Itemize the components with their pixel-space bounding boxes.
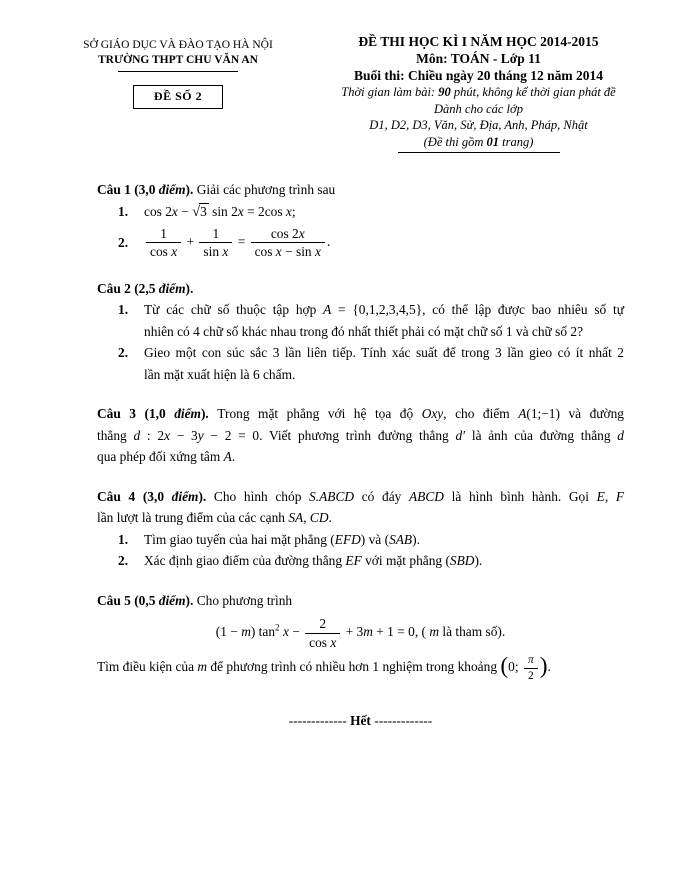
exam-title: ĐỀ THI HỌC KÌ I NĂM HỌC 2014-2015 [358,34,599,49]
q1-heading: Câu 1 (3,0 điểm). Giải các phương trình sau [97,182,336,197]
q4-line-2: lần lượt là trung điểm của các cạnh SA, CD. [97,510,332,526]
q1-item-2 [97,226,624,260]
q2-item-1-line-2: nhiên có 4 chữ số khác nhau trong đó nhất thiết phải có mặt chữ số 1 và chữ số 2? [144,323,584,339]
q5-formula: (1 − m) $\tan^2 x$ − $\frac{2}{\text{cos x}}$ + 3m + 1 = 0, ( m là tham số). [215,616,506,650]
q1-item-1-formula: cos 2x − √3 sin 2x = 2cos x; [144,203,296,220]
question-2 [97,278,624,386]
exam-number-box: ĐỀ SỐ 2 [133,85,223,109]
q2-item-2-line-2: lần mặt xuất hiện là 6 chấm. [144,366,296,382]
q1-item-2-marker: 2. [118,235,129,251]
question-3 [97,403,624,468]
pages-underline [398,152,560,153]
q4-item-1-marker: 1. [118,531,129,547]
session-line: Buổi thi: Chiều ngày 20 tháng 12 năm 2014 [353,68,604,83]
classes-list-line: D1, D2, D3, Văn, Sử, Địa, Anh, Pháp, Nhật [369,118,588,132]
duration-line: Thời gian làm bài: 90 phút, không kể thời gian phát đề [341,85,616,99]
q4-item-2-marker: 2. [118,553,129,569]
footer-het: ------------- Hết ------------- [288,713,433,729]
q3-line-2: thẳng d : 2x − 3y − 2 = 0. Viết phương trình đường thẳng d′ là ảnh của đường thẳng d [97,427,624,443]
q3-line-3: qua phép đối xứng tâm A. [97,449,236,465]
q2-item-1-line-1: Từ các chữ số thuộc tập hợp A = {0,1,2,3,4,5}, có thể lập được bao nhiêu số tự [144,302,624,318]
header-right [298,33,659,153]
q3-line-1: Câu 3 (1,0 điểm). Trong mặt phẳng với hệ tọa độ Oxy, cho điểm A(1;−1) và đường [97,406,625,422]
q2-item-1-marker: 1. [118,302,129,318]
q2-item-2-line-1: Gieo một con súc sắc 3 lần liên tiếp. Tính xác suất để trong 3 lần gieo có ít nhất 2 [144,345,624,361]
q2-item-2 [97,342,624,385]
q2-item-2-marker: 2. [118,345,129,361]
q4-line-1: Câu 4 (3,0 điểm). Cho hình chóp S.ABCD có đáy ABCD là hình bình hành. Gọi E, F [97,488,625,504]
exam-body [97,179,624,732]
q2-heading: Câu 2 (2,5 điểm). [97,280,194,296]
q1-item-2-formula: $\frac{1}{\text{cos x}}$ + $\frac{1}{\text{sin x}}$ = $\frac{\cos 2x}{\text{cos x − sin x}}$ . [144,226,624,260]
q2-item-1 [97,299,624,342]
question-1 [97,179,624,260]
header-left [58,33,298,109]
header [0,0,687,153]
subject-line: Môn: TOÁN - Lớp 11 [416,51,541,66]
school-name: TRƯỜNG THPT CHU VĂN AN [98,54,258,66]
q4-item-1-line: Tìm giao tuyến của hai mặt phẳng (EFD) và (SAB). [144,531,420,547]
question-4 [97,486,624,572]
classes-intro-line: Dành cho các lớp [434,101,523,116]
q1-item-1-marker: 1. [118,203,129,219]
department-name: SỞ GIÁO DỤC VÀ ĐÀO TẠO HÀ NỘI [83,39,273,51]
question-5 [97,590,624,683]
exam-number-box-wrap [58,72,298,109]
q5-closing: Tìm điều kiện của m để phương trình có nhiều hơn 1 nghiệm trong khoảng (0; $\frac{\pi}{2}$ ). [97,652,551,682]
q4-item-2 [97,550,624,572]
q5-heading: Câu 5 (0,5 điểm). Cho phương trình [97,592,293,608]
pages-line: (Đề thi gồm 01 trang) [423,134,534,149]
q1-item-1 [97,201,624,224]
q4-item-1 [97,529,624,551]
q4-item-2-line: Xác định giao điểm của đường thẳng EF với mặt phẳng (SBD). [144,553,483,569]
